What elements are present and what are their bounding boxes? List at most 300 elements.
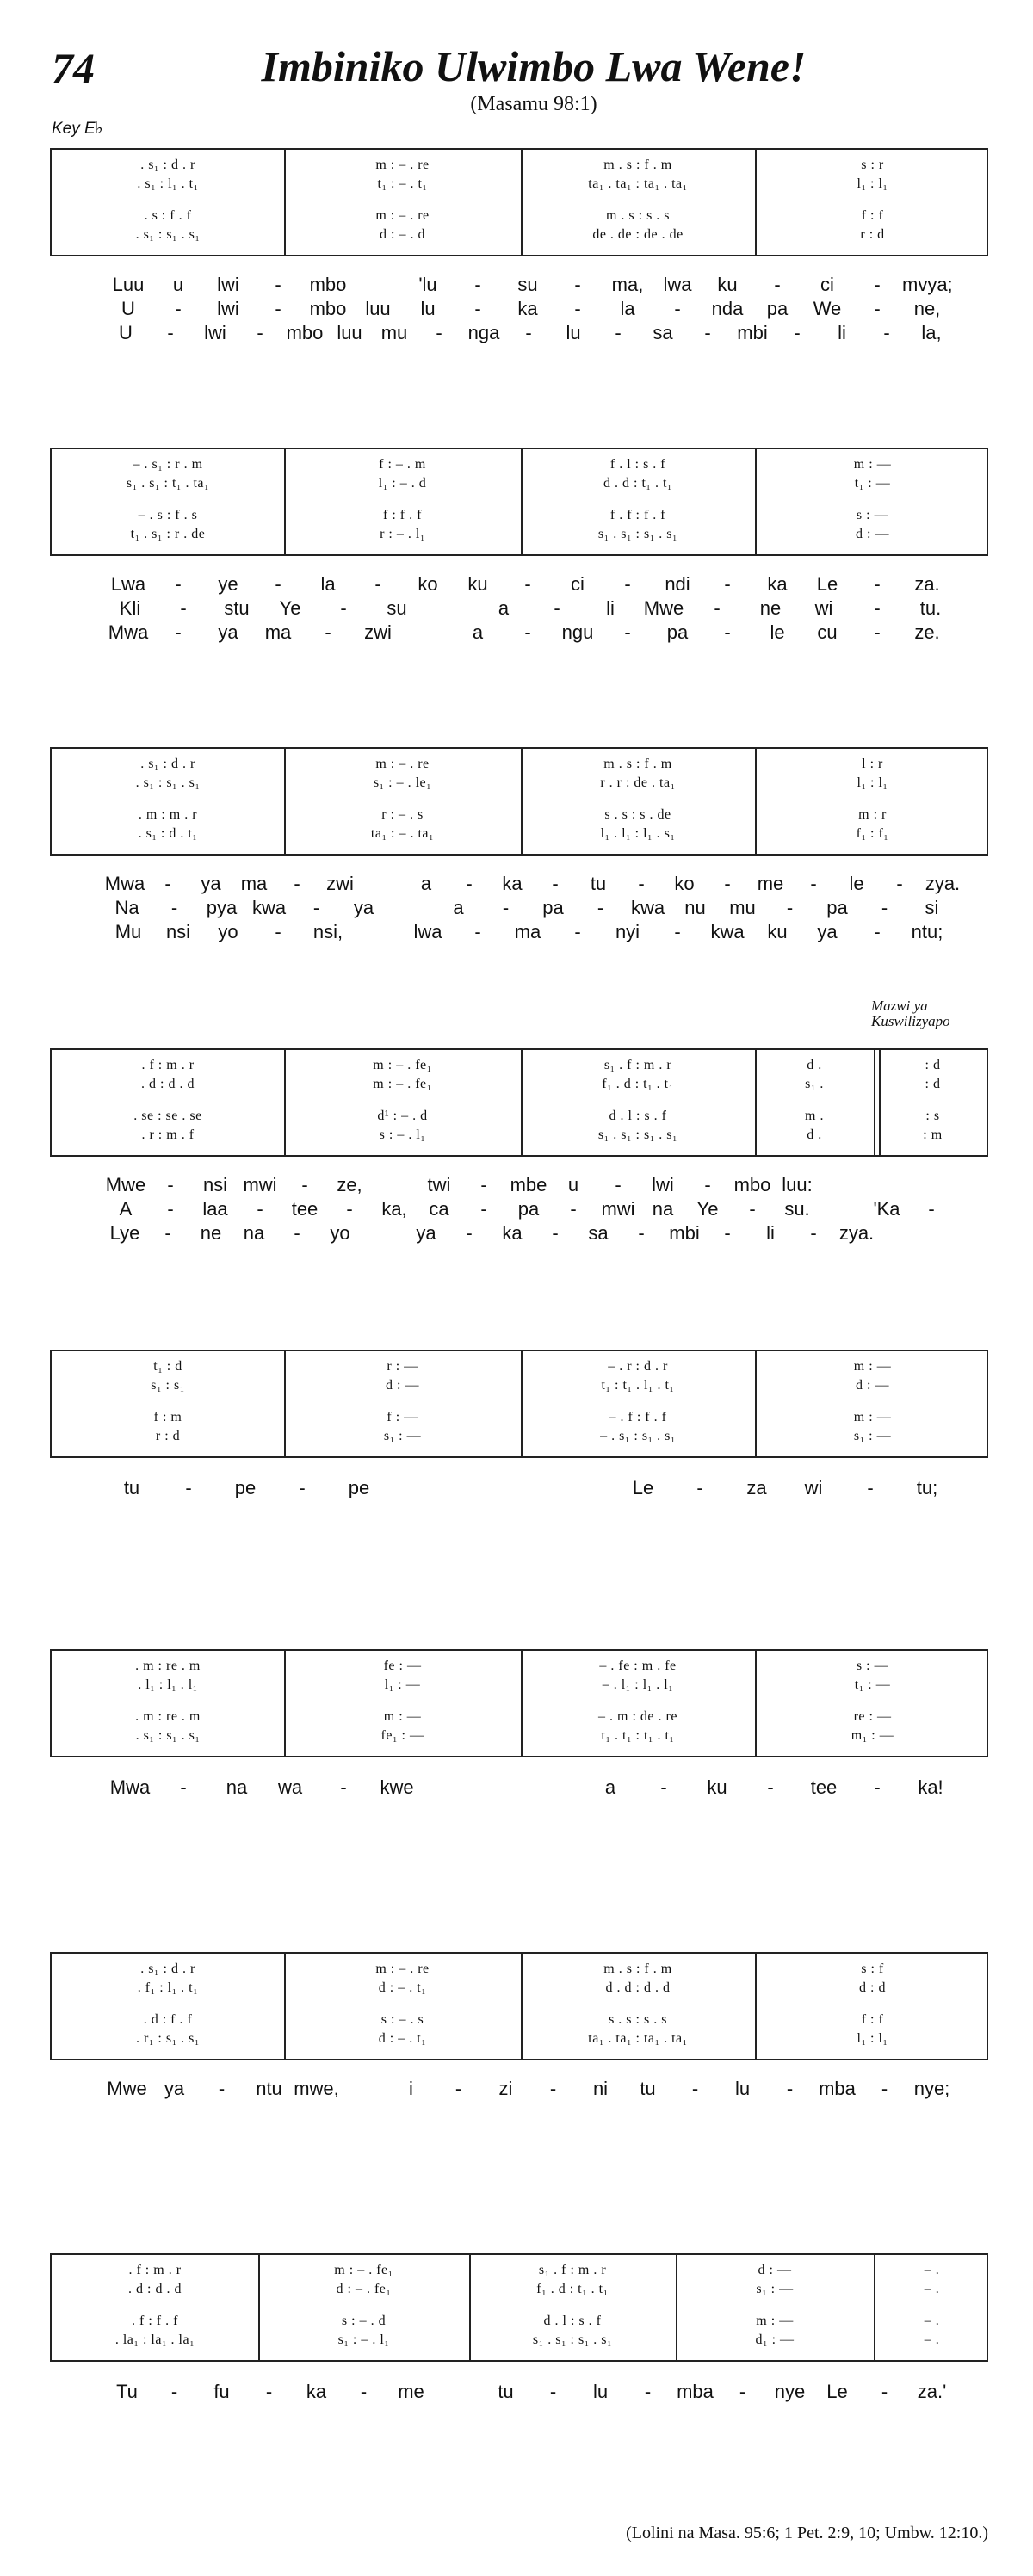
lyric-syllable: - xyxy=(524,621,531,643)
lyric-syllable: cu xyxy=(817,621,838,643)
lyric-syllable: ya xyxy=(218,621,238,643)
solfa-part-2: . d : d . d xyxy=(128,2282,182,2296)
solfa-part-4: ta₁ . ta₁ : ta₁ . ta₁ xyxy=(588,2031,688,2046)
lyric-syllable: Mwa xyxy=(109,1776,151,1798)
solfa-part-3: s : – . d xyxy=(341,2313,387,2328)
solfa-part-3: . s : f . f xyxy=(144,208,192,223)
lyric-syllable: Mwe xyxy=(643,597,684,619)
lyric-syllable: a xyxy=(420,873,432,894)
lyric-syllable: - xyxy=(874,298,881,319)
solfa-part-4: : m xyxy=(923,1127,943,1142)
lyric-syllable: Ye xyxy=(696,1198,719,1220)
lyric-syllable: - xyxy=(180,597,187,619)
solfa-part-2: r . r : de . ta₁ xyxy=(600,775,676,790)
lyric-syllable: lu xyxy=(592,2381,609,2402)
solfa-part-1: s : f xyxy=(861,1961,884,1976)
lyric-syllable: - xyxy=(218,2078,226,2099)
lyric-syllable: - xyxy=(474,274,481,295)
hymn-title: Imbiniko Ulwimbo Lwa Wene! xyxy=(261,42,807,90)
lyric-syllable: ngu xyxy=(561,621,594,643)
lyric-syllable: Le xyxy=(816,573,838,595)
solfa-part-4: t₁ . s₁ : r . de xyxy=(130,527,206,541)
solfa-part-3: re : — xyxy=(853,1709,892,1724)
lyric-syllable: za. xyxy=(914,573,940,595)
lyric-syllable: - xyxy=(170,897,178,918)
lyric-syllable: - xyxy=(724,573,731,595)
solfa-part-1: . f : m . r xyxy=(128,2263,182,2277)
measure xyxy=(755,1351,990,1456)
lyric-syllable: pya xyxy=(206,897,238,918)
solfa-part-2: m : – . fe₁ xyxy=(373,1077,432,1091)
solfa-part-4: – . s₁ : s₁ . s₁ xyxy=(600,1429,676,1443)
lyric-syllable xyxy=(340,2078,387,2103)
lyric-syllable: ko xyxy=(674,873,695,894)
measure xyxy=(284,749,521,854)
lyric-syllable: - xyxy=(767,1776,774,1798)
lyric-syllable: nga xyxy=(467,322,500,343)
staff-system-1 xyxy=(50,148,988,256)
lyric-syllable: ma xyxy=(264,621,292,643)
solfa-part-2: f₁ . d : t₁ . t₁ xyxy=(602,1077,674,1091)
solfa-part-3: . m : m . r xyxy=(138,807,198,822)
lyric-syllable: su. xyxy=(784,1198,810,1220)
staff-system-8 xyxy=(50,2253,988,2362)
lyric-syllable: kwa xyxy=(251,897,287,918)
lyric-syllable: mvya; xyxy=(902,274,953,295)
lyric-syllable: Luu xyxy=(112,274,145,295)
lyric-syllable: - xyxy=(638,1222,645,1244)
measure xyxy=(521,1050,755,1155)
lyric-syllable: fu xyxy=(213,2381,230,2402)
lyric-syllable: - xyxy=(896,873,903,894)
lyric-syllable: ku xyxy=(707,1776,727,1798)
lyric-syllable: 'Ka xyxy=(873,1198,900,1220)
lyric-syllable: me xyxy=(398,2381,424,2402)
lyric-syllable: - xyxy=(294,1222,300,1244)
lyric-syllable: zwi xyxy=(326,873,354,894)
solfa-part-1: r : — xyxy=(387,1359,418,1374)
solfa-part-1: – . r : d . r xyxy=(608,1359,668,1374)
lyric-syllable xyxy=(387,897,435,923)
solfa-part-2: s₁ : – . le₁ xyxy=(373,775,432,790)
lyric-syllable: zi xyxy=(498,2078,513,2099)
measure xyxy=(755,749,990,854)
lyric-syllable: tee xyxy=(810,1776,838,1798)
lyric-syllable: sa xyxy=(653,322,673,343)
solfa-part-2: t₁ : t₁ . l₁ . t₁ xyxy=(601,1378,675,1393)
lyric-syllable: la xyxy=(620,298,635,319)
lyric-syllable: - xyxy=(574,274,581,295)
measure xyxy=(755,449,990,554)
solfa-part-2: . l₁ : l₁ . l₁ xyxy=(138,1677,198,1692)
measure xyxy=(755,150,990,255)
solfa-part-2: s₁ . xyxy=(805,1077,824,1091)
lyric-syllable: ka! xyxy=(918,1776,943,1798)
solfa-part-3: : s xyxy=(925,1109,940,1123)
lyric-syllable: ca xyxy=(429,1198,449,1220)
lyric-syllable: - xyxy=(552,873,559,894)
lyric-syllable: - xyxy=(874,573,881,595)
measure xyxy=(52,1351,284,1456)
measure xyxy=(284,1954,521,2059)
lyric-syllable: na xyxy=(652,1198,674,1220)
lyric-syllable: - xyxy=(167,1174,174,1195)
scripture-reference: (Masamu 98:1) xyxy=(470,93,597,115)
lyric-syllable: tu. xyxy=(919,597,942,619)
solfa-part-4: s₁ : — xyxy=(383,1429,422,1443)
lyric-syllable: i xyxy=(409,2078,413,2099)
solfa-part-2: ta₁ . ta₁ : ta₁ . ta₁ xyxy=(588,176,688,191)
lyric-syllable: - xyxy=(340,1776,347,1798)
lyric-syllable: wa xyxy=(277,1776,303,1798)
lyric-syllable: Tu xyxy=(116,2381,138,2402)
solfa-part-2: t₁ : — xyxy=(854,476,891,491)
lyric-syllable: - xyxy=(574,921,581,942)
lyric-syllable: a xyxy=(498,597,510,619)
measure xyxy=(52,2255,258,2360)
solfa-part-3: r : – . s xyxy=(381,807,424,822)
solfa-part-3: . se : se . se xyxy=(133,1109,202,1123)
lyric-syllable xyxy=(424,597,477,623)
solfa-part-3: m : — xyxy=(383,1709,422,1724)
lyric-verse-1 xyxy=(103,1174,999,1200)
solfa-part-3: s . s : s . de xyxy=(604,807,671,822)
lyric-syllable: wi xyxy=(804,1477,823,1498)
solfa-part-4: de . de : de . de xyxy=(592,227,684,242)
lyric-syllable: tee xyxy=(291,1198,319,1220)
lyric-syllable: le xyxy=(770,621,785,643)
lyric-syllable: u xyxy=(172,274,184,295)
lyric-syllable: luu xyxy=(337,322,362,343)
lyric-syllable xyxy=(820,1174,864,1200)
solfa-part-4: f₁ : f₁ xyxy=(856,826,889,841)
solfa-part-3: m : — xyxy=(853,1410,892,1424)
lyric-syllable: mbo xyxy=(309,274,347,295)
solfa-part-1: s : r xyxy=(861,158,884,172)
solfa-part-1: . s₁ : d . r xyxy=(140,757,195,771)
lyric-syllable: mbi xyxy=(669,1222,700,1244)
lyric-syllable: - xyxy=(299,1477,306,1498)
lyric-syllable: mba xyxy=(677,2381,714,2402)
solfa-part-4: l₁ : l₁ xyxy=(857,2031,888,2046)
lyric-syllable: nye; xyxy=(913,2078,950,2099)
solfa-part-4: . r : m . f xyxy=(141,1127,195,1142)
measure xyxy=(676,2255,874,2360)
solfa-part-2: – . l₁ : l₁ . l₁ xyxy=(602,1677,674,1692)
lyric-syllable: - xyxy=(704,322,711,343)
measure xyxy=(521,1351,755,1456)
lyric-syllable: nyi xyxy=(615,921,640,942)
lyric-syllable: - xyxy=(549,2381,557,2402)
mazwi-annotation xyxy=(871,998,950,1029)
lyric-syllable: nsi xyxy=(202,1174,228,1195)
lyric-syllable: ze, xyxy=(337,1174,362,1195)
solfa-part-4: . la₁ : la₁ . la₁ xyxy=(114,2332,195,2347)
lyric-syllable: - xyxy=(257,1198,263,1220)
key-signature: Key E♭ xyxy=(52,120,103,138)
solfa-part-2: l₁ : – . d xyxy=(378,476,427,491)
solfa-part-4: r : d xyxy=(860,227,885,242)
lyric-syllable: - xyxy=(185,1477,192,1498)
lyric-syllable: mwi xyxy=(243,1174,277,1195)
lyric-syllable: - xyxy=(696,1477,703,1498)
lyric-syllable: pa xyxy=(666,621,689,643)
solfa-part-4: s₁ . s₁ : s₁ . s₁ xyxy=(532,2332,613,2347)
lyric-syllable: ze. xyxy=(914,621,940,643)
lyric-syllable: ne xyxy=(759,597,782,619)
lyric-syllable: Mwe xyxy=(107,2078,147,2099)
lyric-syllable: - xyxy=(301,1174,308,1195)
measure xyxy=(52,1954,284,2059)
lyric-verse-1 xyxy=(103,573,999,599)
solfa-part-3: f : — xyxy=(387,1410,418,1424)
lyric-syllable: - xyxy=(874,621,881,643)
measure xyxy=(284,1651,521,1756)
lyric-syllable: pa xyxy=(826,897,848,918)
lyric-syllable: nu xyxy=(684,897,706,918)
solfa-part-4: s₁ . s₁ : s₁ . s₁ xyxy=(597,1127,678,1142)
lyric-syllable xyxy=(921,1222,964,1248)
solfa-part-2: d : – . t₁ xyxy=(378,1980,427,1995)
lyric-syllable: ko xyxy=(418,573,438,595)
lyric-syllable: lu xyxy=(420,298,436,319)
solfa-part-3: f : f xyxy=(861,208,884,223)
lyric-syllable xyxy=(444,1477,501,1503)
lyric-syllable: mbi xyxy=(737,322,768,343)
lyric-syllable: - xyxy=(552,1222,559,1244)
solfa-part-4: . s₁ : s₁ . s₁ xyxy=(135,1728,201,1743)
lyric-syllable: pe xyxy=(234,1477,257,1498)
lyric-syllable: twi xyxy=(427,1174,451,1195)
lyric-syllable: u xyxy=(567,1174,579,1195)
solfa-part-2: l₁ : — xyxy=(384,1677,421,1692)
lyric-syllable: kwe xyxy=(380,1776,414,1798)
solfa-part-4: . s₁ : s₁ . s₁ xyxy=(135,227,201,242)
lyric-syllable: tu xyxy=(590,873,607,894)
solfa-part-2: . s₁ : s₁ . s₁ xyxy=(135,775,201,790)
solfa-part-3: s : — xyxy=(856,508,889,522)
lyric-syllable: a xyxy=(604,1776,616,1798)
lyric-syllable: ntu; xyxy=(911,921,943,942)
lyric-syllable: pa xyxy=(517,1198,540,1220)
lyric-syllable: - xyxy=(340,597,347,619)
solfa-part-3: d¹ : – . d xyxy=(377,1109,428,1123)
lyric-syllable: pa xyxy=(542,897,564,918)
lyric-syllable: su xyxy=(517,274,538,295)
solfa-part-3: f : f xyxy=(861,2012,884,2027)
lyric-syllable: - xyxy=(638,873,645,894)
solfa-part-3: m : r xyxy=(858,807,887,822)
lyric-syllable: ku xyxy=(467,573,488,595)
lyric-syllable: - xyxy=(275,298,281,319)
lyric-syllable: ma xyxy=(240,873,268,894)
lyric-syllable: Mwa xyxy=(108,621,149,643)
lyric-verse-3 xyxy=(103,921,999,947)
lyric-syllable: - xyxy=(881,2078,888,2099)
lyric-syllable: - xyxy=(597,897,604,918)
solfa-part-3: m . s : s . s xyxy=(605,208,671,223)
solfa-part-2: d : — xyxy=(856,1378,889,1393)
lyric-syllable: mwe, xyxy=(294,2078,339,2099)
lyric-syllable xyxy=(387,1477,444,1503)
solfa-part-1: – . xyxy=(924,2263,940,2277)
solfa-part-1: – . fe : m . fe xyxy=(599,1659,677,1673)
measure xyxy=(521,150,755,255)
measure xyxy=(52,1651,284,1756)
lyric-syllable: - xyxy=(704,1174,711,1195)
solfa-part-1: fe : — xyxy=(383,1659,422,1673)
lyric-verse-3 xyxy=(103,621,999,647)
lyric-syllable: la, xyxy=(921,322,942,343)
lyric-syllable: - xyxy=(524,573,531,595)
lyric-syllable: - xyxy=(175,621,182,643)
lyric-verse-2 xyxy=(103,298,999,324)
measure xyxy=(874,1050,992,1155)
lyric-syllable: - xyxy=(881,897,888,918)
solfa-part-3: s . s : s . s xyxy=(609,2012,667,2027)
measure xyxy=(521,1954,755,2059)
solfa-part-1: f . l : s . f xyxy=(609,457,666,472)
lyric-syllable: lu xyxy=(566,322,581,343)
solfa-part-1: m : — xyxy=(853,457,892,472)
lyric-syllable: lu xyxy=(734,2078,751,2099)
solfa-part-1: d : — xyxy=(758,2263,792,2277)
measure xyxy=(52,1050,284,1155)
lyric-syllable xyxy=(403,621,453,647)
solfa-part-4: r : d xyxy=(155,1429,181,1443)
lyric-syllable: ka xyxy=(502,873,523,894)
lyric-verse-1 xyxy=(103,1477,999,1503)
lyric-syllable: - xyxy=(346,1198,353,1220)
solfa-part-1: t₁ : d xyxy=(153,1359,182,1374)
solfa-part-4: d : – . d xyxy=(380,227,425,242)
staff-system-7 xyxy=(50,1952,988,2060)
lyric-syllable: U xyxy=(119,322,133,343)
lyric-syllable: - xyxy=(257,322,263,343)
lyric-syllable: ma xyxy=(514,921,541,942)
solfa-part-1: : d xyxy=(925,1058,941,1072)
lyric-syllable: su xyxy=(387,597,407,619)
measure xyxy=(521,749,755,854)
solfa-part-1: . s₁ : d . r xyxy=(140,158,195,172)
measure xyxy=(469,2255,676,2360)
solfa-part-3: f . f : f . f xyxy=(609,508,666,522)
solfa-part-1: m : — xyxy=(853,1359,892,1374)
lyric-syllable: ci xyxy=(571,573,585,595)
lyric-syllable: - xyxy=(167,1198,174,1220)
lyric-syllable: pe xyxy=(348,1477,370,1498)
lyric-syllable: - xyxy=(724,873,731,894)
lyric-syllable: U xyxy=(121,298,135,319)
lyric-syllable: - xyxy=(615,322,622,343)
lyric-syllable: - xyxy=(480,1174,487,1195)
solfa-part-2: l₁ : l₁ xyxy=(857,176,888,191)
lyric-syllable: a xyxy=(453,897,464,918)
lyric-syllable: Le xyxy=(632,1477,654,1498)
measure xyxy=(52,449,284,554)
solfa-part-1: m : – . re xyxy=(375,1961,430,1976)
solfa-part-3: d . l : s . f xyxy=(609,1109,667,1123)
lyric-syllable xyxy=(909,1174,954,1200)
solfa-part-3: m : — xyxy=(756,2313,794,2328)
lyric-syllable: - xyxy=(674,298,681,319)
solfa-part-2: s₁ : s₁ xyxy=(151,1378,185,1393)
lyric-syllable: ya xyxy=(817,921,838,942)
solfa-part-1: – . s₁ : r . m xyxy=(133,457,203,472)
lyric-verse-1 xyxy=(103,873,999,899)
lyric-syllable: - xyxy=(724,1222,731,1244)
lyric-syllable: ku xyxy=(717,274,738,295)
solfa-part-3: – . f : f . f xyxy=(609,1410,667,1424)
lyric-syllable: - xyxy=(164,873,171,894)
solfa-part-1: m : – . fe₁ xyxy=(373,1058,432,1072)
lyric-syllable: kwa xyxy=(710,921,745,942)
solfa-part-3: s : – . s xyxy=(380,2012,424,2027)
lyric-syllable: - xyxy=(867,1477,874,1498)
lyric-syllable: - xyxy=(881,2381,888,2402)
lyric-syllable: lwa xyxy=(413,921,442,942)
lyric-verse-2 xyxy=(103,1198,999,1224)
lyric-syllable: li xyxy=(606,597,615,619)
lyric-verse-1 xyxy=(103,274,999,300)
measure xyxy=(874,2255,990,2360)
lyric-syllable: nye xyxy=(774,2381,806,2402)
lyric-verse-1 xyxy=(103,2381,999,2406)
solfa-part-2: d : – . fe₁ xyxy=(336,2282,392,2296)
solfa-part-1: s₁ . f : m . r xyxy=(538,2263,607,2277)
lyric-syllable: - xyxy=(275,573,281,595)
lyric-syllable: ci xyxy=(820,274,834,295)
solfa-part-2: d . d : t₁ . t₁ xyxy=(603,476,672,491)
lyric-syllable: ka xyxy=(517,298,538,319)
lyric-syllable: lwi xyxy=(217,274,239,295)
solfa-part-4: . s₁ : d . t₁ xyxy=(138,826,198,841)
lyric-syllable: - xyxy=(794,322,801,343)
lyric-syllable: Mwe xyxy=(105,1174,146,1195)
lyric-syllable: - xyxy=(749,1198,756,1220)
measure xyxy=(258,2255,469,2360)
solfa-part-2: . d : d . d xyxy=(141,1077,195,1091)
lyric-syllable: - xyxy=(167,322,174,343)
lyric-syllable: - xyxy=(164,1222,171,1244)
lyric-syllable: - xyxy=(660,1776,667,1798)
solfa-part-1: m : – . re xyxy=(375,757,430,771)
lyric-syllable: lwi xyxy=(217,298,239,319)
lyric-syllable: tu xyxy=(123,1477,140,1498)
mazwi-line-2: Kuswilizyapo xyxy=(871,1013,950,1029)
lyric-syllable: ntu xyxy=(256,2078,282,2099)
lyric-syllable: kwa xyxy=(630,897,665,918)
lyric-syllable: sa xyxy=(588,1222,609,1244)
lyric-syllable: ya xyxy=(353,897,374,918)
lyric-syllable: - xyxy=(883,322,890,343)
lyric-syllable: Lwa xyxy=(110,573,146,595)
hymn-number: 74 xyxy=(52,44,95,92)
solfa-part-4: – . xyxy=(924,2332,940,2347)
solfa-part-2: d : — xyxy=(386,1378,419,1393)
solfa-part-1: s : — xyxy=(856,1659,889,1673)
lyric-syllable: - xyxy=(644,2381,652,2402)
lyric-syllable: - xyxy=(624,573,631,595)
staff-system-5 xyxy=(50,1350,988,1458)
lyric-syllable: laa xyxy=(202,1198,228,1220)
measure xyxy=(521,1651,755,1756)
lyric-syllable: - xyxy=(624,621,631,643)
lyric-syllable: - xyxy=(474,921,481,942)
staff-system-2 xyxy=(50,448,988,556)
lyric-syllable xyxy=(353,274,403,300)
lyric-syllable: stu xyxy=(224,597,250,619)
